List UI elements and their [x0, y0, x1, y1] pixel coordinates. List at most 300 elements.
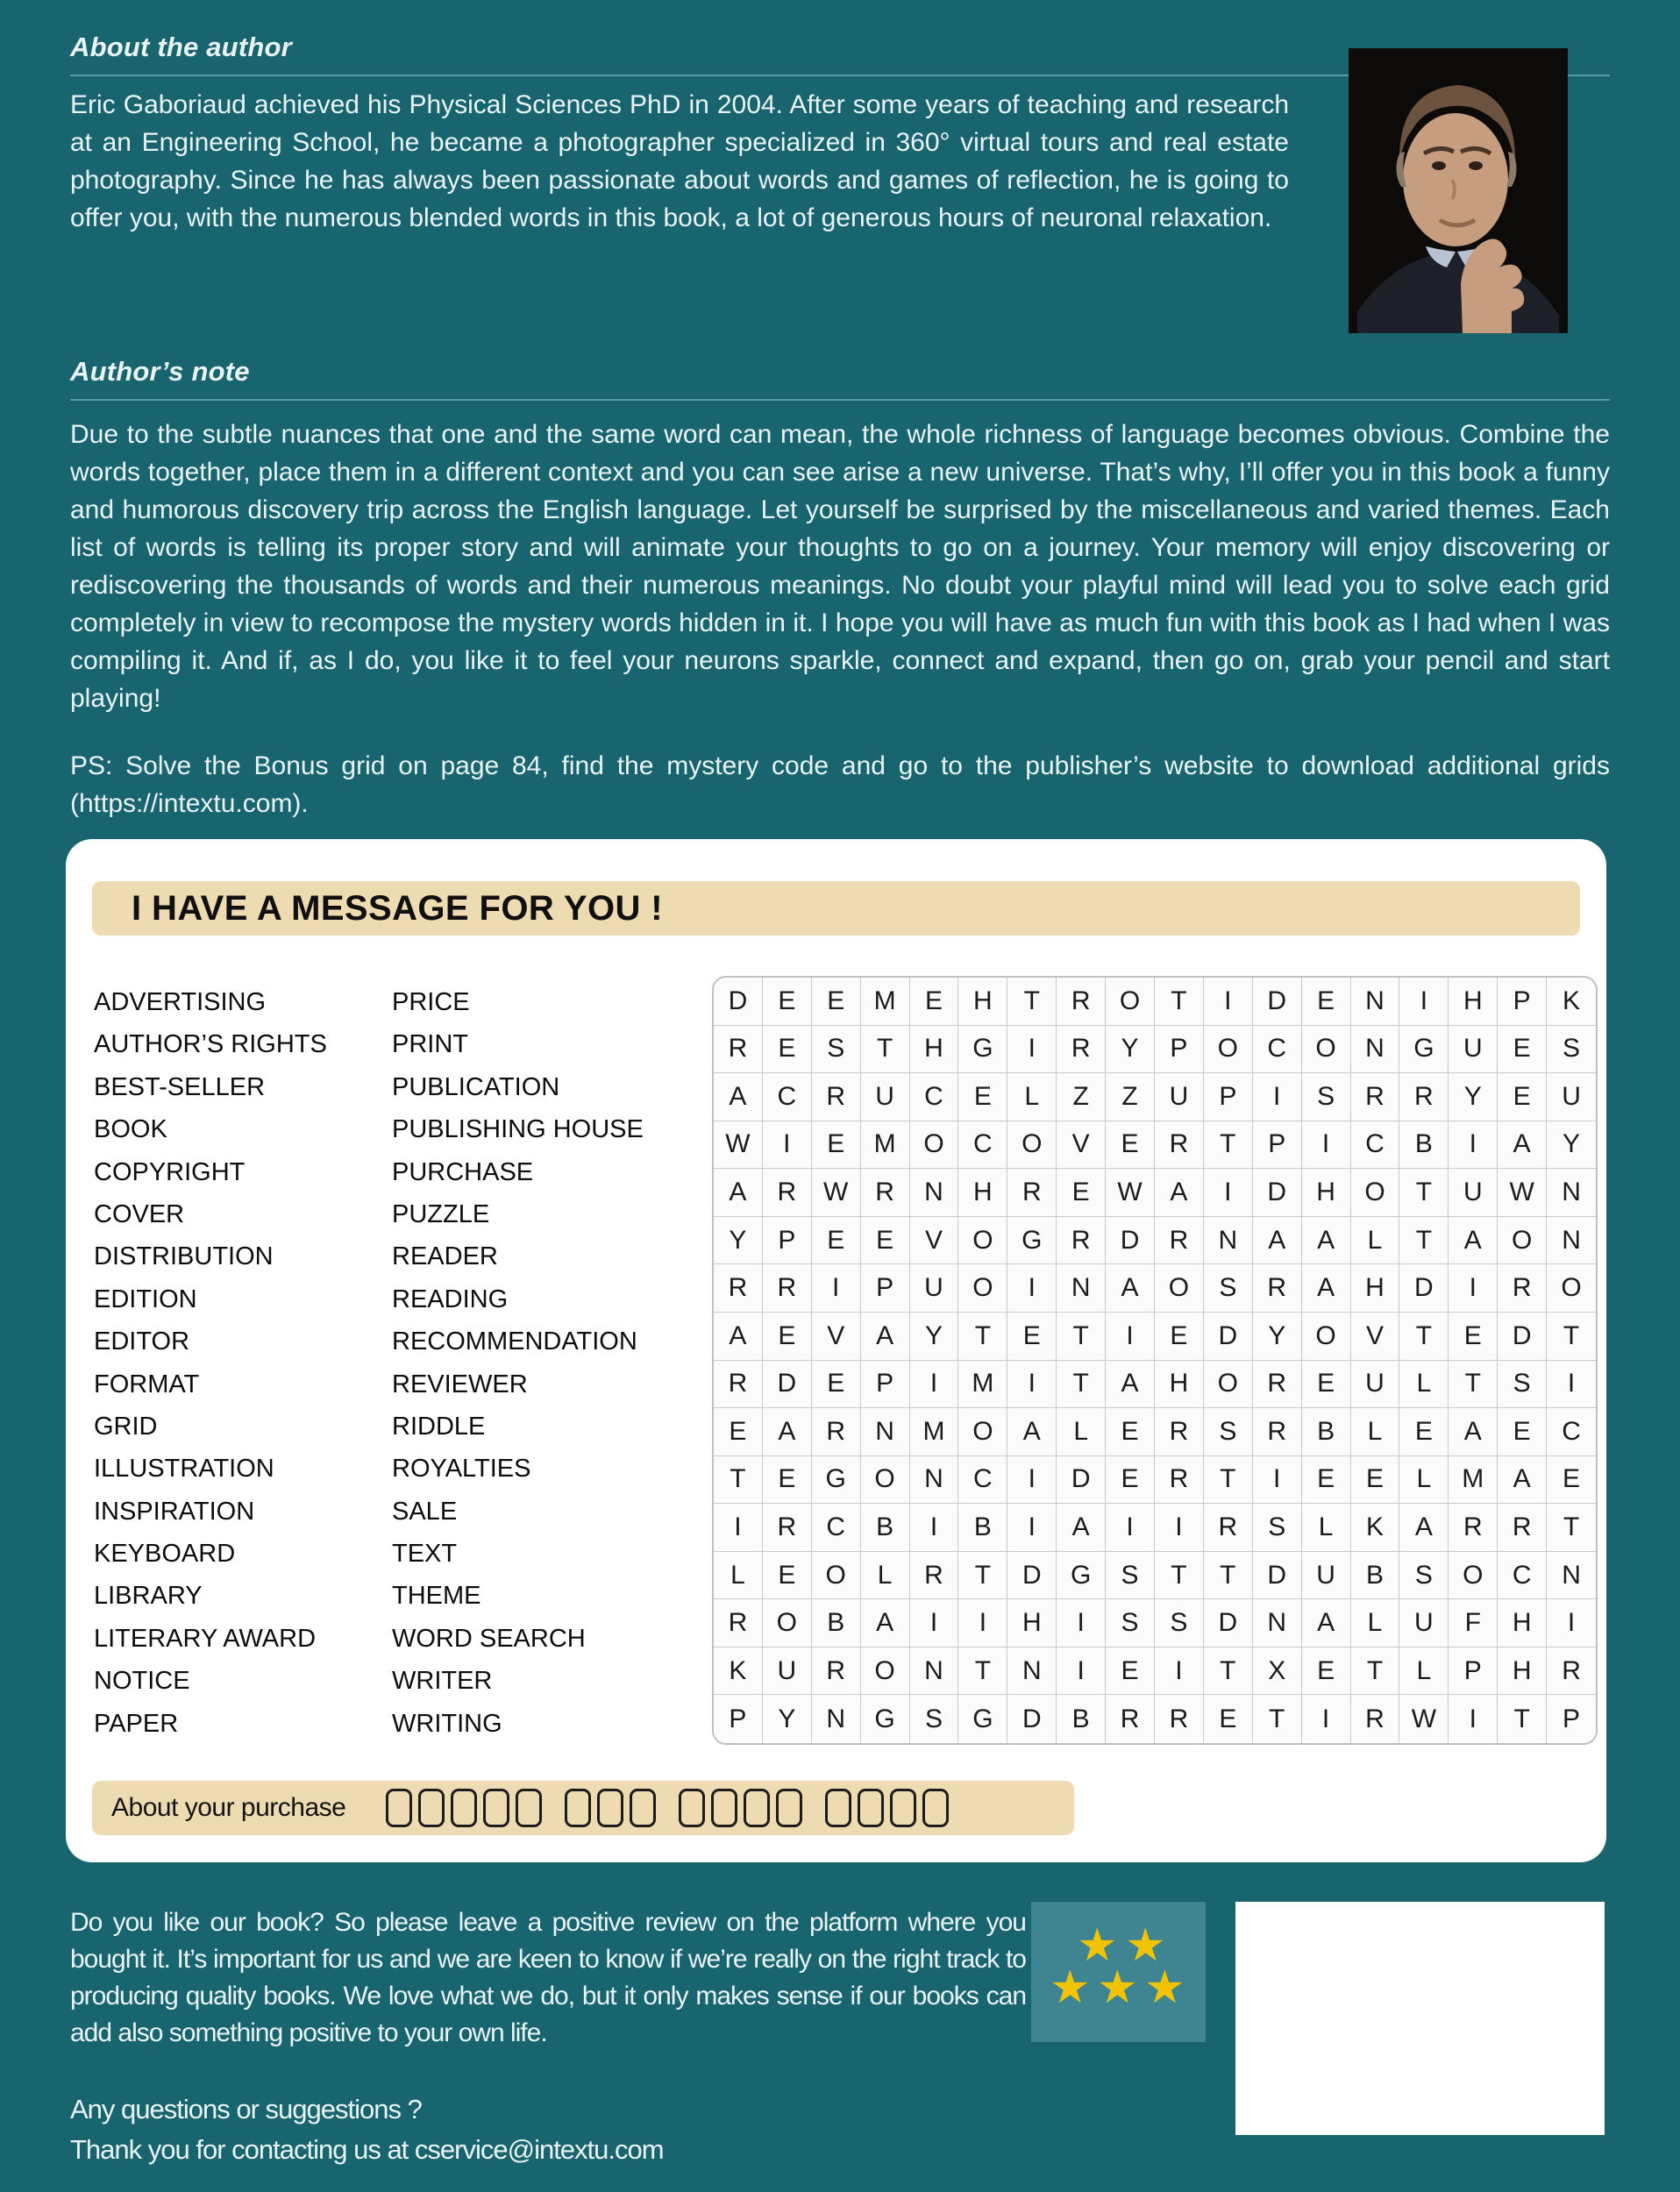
grid-cell: U — [1547, 1073, 1596, 1121]
grid-cell: T — [1204, 1121, 1253, 1170]
grid-cell: R — [910, 1552, 959, 1600]
grid-cell: W — [1399, 1695, 1449, 1743]
grid-cell: O — [958, 1408, 1007, 1456]
grid-cell: O — [1106, 978, 1155, 1026]
panel-title-banner — [92, 881, 1580, 936]
grid-cell: Y — [1106, 1026, 1155, 1074]
star-icon: ★ — [1077, 1919, 1118, 1972]
grid-cell: T — [1399, 1169, 1449, 1217]
grid-cell: E — [763, 1313, 812, 1361]
grid-cell: I — [1007, 1361, 1057, 1409]
grid-cell: T — [1399, 1217, 1449, 1265]
grid-cell: Y — [714, 1217, 763, 1265]
grid-cell: V — [1057, 1121, 1106, 1170]
grid-cell: E — [1399, 1408, 1449, 1456]
word-list-item: WORD SEARCH — [392, 1624, 586, 1653]
grid-cell: P — [1253, 1121, 1302, 1170]
grid-cell: G — [812, 1456, 861, 1505]
grid-cell: O — [1498, 1217, 1547, 1265]
grid-cell: S — [1399, 1552, 1449, 1600]
grid-cell: M — [910, 1408, 959, 1456]
grid-cell: A — [1007, 1408, 1057, 1456]
grid-cell: I — [1057, 1599, 1106, 1648]
letter-box — [744, 1789, 770, 1827]
grid-cell: R — [1253, 1408, 1302, 1456]
word-list-item: COPYRIGHT — [94, 1157, 246, 1186]
grid-cell: G — [1057, 1552, 1106, 1600]
word-list-item: ADVERTISING — [94, 988, 267, 1016]
grid-cell: R — [1155, 1121, 1204, 1170]
mystery-word-boxes — [386, 1789, 949, 1827]
grid-cell: H — [1155, 1361, 1204, 1409]
grid-cell: P — [861, 1361, 910, 1409]
letter-box — [597, 1789, 623, 1827]
word-list-item: PUZZLE — [392, 1199, 490, 1228]
word-list-item: COVER — [94, 1199, 185, 1228]
blank-review-box — [1235, 1902, 1605, 2135]
grid-cell: T — [1399, 1313, 1449, 1361]
grid-cell: I — [1106, 1313, 1155, 1361]
grid-cell: O — [910, 1121, 959, 1170]
grid-cell: D — [1057, 1456, 1106, 1505]
letter-box — [483, 1789, 509, 1827]
letter-box — [516, 1789, 542, 1827]
grid-cell: O — [1007, 1121, 1057, 1170]
grid-cell: R — [1399, 1073, 1449, 1121]
grid-cell: R — [1204, 1504, 1253, 1552]
grid-cell: B — [1399, 1121, 1449, 1170]
grid-cell: A — [1399, 1504, 1449, 1552]
grid-cell: E — [812, 1217, 861, 1265]
grid-cell: O — [763, 1599, 812, 1648]
grid-cell: Y — [1547, 1121, 1596, 1170]
grid-cell: U — [763, 1648, 812, 1696]
grid-cell: I — [1302, 1121, 1351, 1170]
grid-cell: O — [1302, 1313, 1351, 1361]
grid-cell: U — [1449, 1169, 1498, 1217]
grid-cell: E — [861, 1217, 910, 1265]
grid-cell: T — [1204, 1648, 1253, 1696]
grid-cell: E — [1106, 1121, 1155, 1170]
grid-cell: R — [763, 1504, 812, 1552]
grid-cell: R — [714, 1026, 763, 1074]
grid-cell: C — [910, 1073, 959, 1121]
grid-cell: E — [1498, 1408, 1547, 1456]
grid-cell: A — [714, 1313, 763, 1361]
grid-cell: C — [958, 1121, 1007, 1170]
letter-box — [630, 1789, 656, 1827]
grid-cell: I — [1449, 1695, 1498, 1743]
grid-cell: L — [1057, 1408, 1106, 1456]
word-list-item: BOOK — [94, 1115, 167, 1144]
grid-cell: H — [1351, 1264, 1400, 1313]
grid-cell: I — [1547, 1599, 1596, 1648]
word-list-item: RIDDLE — [392, 1412, 486, 1441]
about-author-heading: About the author — [70, 32, 292, 62]
word-list-item: PRINT — [392, 1030, 468, 1059]
grid-cell: T — [1057, 1313, 1106, 1361]
grid-cell: H — [1498, 1648, 1547, 1696]
grid-cell: N — [1547, 1169, 1596, 1217]
grid-cell: H — [958, 1169, 1007, 1217]
grid-cell: R — [1057, 1217, 1106, 1265]
grid-cell: G — [1399, 1026, 1449, 1074]
grid-cell: I — [1253, 1073, 1302, 1121]
grid-cell: N — [861, 1408, 910, 1456]
grid-cell: O — [1204, 1361, 1253, 1409]
grid-cell: W — [812, 1169, 861, 1217]
grid-cell: A — [714, 1073, 763, 1121]
grid-cell: G — [958, 1695, 1007, 1743]
grid-cell: D — [714, 978, 763, 1026]
grid-cell: F — [1449, 1599, 1498, 1648]
grid-cell: N — [1547, 1552, 1596, 1600]
grid-cell: I — [1253, 1456, 1302, 1505]
contact-line: Thank you for contacting us at cservice@intextu.com — [70, 2134, 664, 2165]
word-list-item: LITERARY AWARD — [94, 1624, 317, 1653]
grid-cell: E — [763, 1026, 812, 1074]
letter-box — [679, 1789, 705, 1827]
word-list-item: RECOMMENDATION — [392, 1327, 637, 1356]
grid-cell: D — [1106, 1217, 1155, 1265]
grid-cell: I — [910, 1361, 959, 1409]
grid-cell: A — [1106, 1361, 1155, 1409]
grid-cell: D — [1204, 1599, 1253, 1648]
grid-cell: D — [1498, 1313, 1547, 1361]
grid-cell: I — [1007, 1026, 1057, 1074]
word-list-item: SALE — [392, 1497, 458, 1526]
grid-cell: G — [958, 1026, 1007, 1074]
grid-cell: T — [714, 1456, 763, 1505]
grid-cell: I — [1204, 1169, 1253, 1217]
grid-cell: H — [1449, 978, 1498, 1026]
grid-cell: I — [812, 1264, 861, 1313]
grid-cell: T — [958, 1313, 1007, 1361]
grid-cell: I — [1007, 1456, 1057, 1505]
grid-cell: U — [1155, 1073, 1204, 1121]
grid-cell: D — [1253, 978, 1302, 1026]
grid-cell: V — [1351, 1313, 1400, 1361]
word-list-item: AUTHOR’S RIGHTS — [94, 1030, 327, 1059]
grid-cell: E — [1204, 1695, 1253, 1743]
grid-cell: M — [861, 978, 910, 1026]
word-list-column-2 — [392, 981, 644, 1745]
word-list-item: READING — [392, 1285, 509, 1313]
grid-cell: A — [1057, 1504, 1106, 1552]
grid-cell: T — [1351, 1648, 1400, 1696]
grid-cell: A — [1155, 1169, 1204, 1217]
grid-cell: E — [1106, 1456, 1155, 1505]
grid-cell: I — [910, 1599, 959, 1648]
grid-cell: N — [1204, 1217, 1253, 1265]
grid-cell: G — [1007, 1217, 1057, 1265]
word-list-item: EDITION — [94, 1285, 197, 1313]
word-list-item: ILLUSTRATION — [94, 1455, 274, 1484]
grid-cell: T — [958, 1552, 1007, 1600]
grid-cell: V — [910, 1217, 959, 1265]
grid-cell: R — [1007, 1169, 1057, 1217]
star-icon: ★ — [1050, 1961, 1091, 2014]
grid-cell: B — [812, 1599, 861, 1648]
grid-cell: I — [1204, 978, 1253, 1026]
grid-cell: D — [1007, 1552, 1057, 1600]
grid-cell: A — [1106, 1264, 1155, 1313]
grid-cell: I — [1547, 1361, 1596, 1409]
grid-cell: E — [1498, 1026, 1547, 1074]
grid-cell: N — [910, 1648, 959, 1696]
grid-cell: O — [1449, 1552, 1498, 1600]
grid-cell: T — [1204, 1456, 1253, 1505]
grid-cell: Y — [763, 1695, 812, 1743]
grid-cell: L — [714, 1552, 763, 1600]
grid-cell: E — [958, 1073, 1007, 1121]
letter-box-group — [825, 1789, 949, 1827]
grid-cell: T — [1253, 1695, 1302, 1743]
grid-cell: S — [1498, 1361, 1547, 1409]
grid-cell: E — [1106, 1408, 1155, 1456]
grid-cell: I — [1302, 1695, 1351, 1743]
letter-box-group — [565, 1789, 656, 1827]
word-search-grid — [712, 976, 1598, 1745]
grid-cell: K — [714, 1648, 763, 1696]
questions-line: Any questions or suggestions ? — [70, 2094, 422, 2124]
grid-cell: Z — [1057, 1073, 1106, 1121]
grid-cell: U — [1302, 1552, 1351, 1600]
about-author-text: Eric Gaboriaud achieved his Physical Sciences PhD in 2004. After some years of teaching and research at an Engineering School, he became a photographer specialized in 360° virtual tours and real estate photography. Since he has always been passionate about words and games of reflection, he is going to offer you, with the numerous blended words in this book, a lot of generous hours of neuronal relaxation. — [70, 90, 1289, 232]
grid-cell: U — [910, 1264, 959, 1313]
grid-cell: E — [812, 1121, 861, 1170]
grid-cell: R — [1057, 978, 1106, 1026]
grid-cell: R — [1253, 1264, 1302, 1313]
grid-cell: O — [1204, 1026, 1253, 1074]
grid-cell: I — [1007, 1264, 1057, 1313]
grid-cell: B — [958, 1504, 1007, 1552]
grid-cell: R — [1253, 1361, 1302, 1409]
grid-cell: S — [1106, 1552, 1155, 1600]
review-request-text: Do you like our book? So please leave a positive review on the platform where you bought it. It’s important for us and we are keen to know if we’re really on the right track to producing quality books. We love what we do, but it only makes sense if our books can add also something positive to your own life. — [70, 1908, 1026, 2047]
letter-box — [711, 1789, 737, 1827]
word-list-item: THEME — [392, 1582, 481, 1611]
grid-cell: E — [763, 1552, 812, 1600]
grid-cell: Y — [1449, 1073, 1498, 1121]
word-list-item: WRITING — [392, 1709, 502, 1738]
grid-cell: P — [861, 1264, 910, 1313]
grid-cell: A — [714, 1169, 763, 1217]
grid-cell: A — [1449, 1408, 1498, 1456]
grid-cell: P — [1204, 1073, 1253, 1121]
grid-cell: T — [1155, 978, 1204, 1026]
letter-box — [825, 1789, 851, 1827]
grid-cell: I — [1155, 1504, 1204, 1552]
grid-cell: R — [1351, 1695, 1400, 1743]
grid-cell: S — [1155, 1599, 1204, 1648]
word-list-item: PURCHASE — [392, 1157, 534, 1186]
grid-cell: D — [1253, 1169, 1302, 1217]
grid-cell: I — [714, 1504, 763, 1552]
grid-cell: T — [958, 1648, 1007, 1696]
grid-cell: L — [1399, 1361, 1449, 1409]
grid-cell: N — [1351, 978, 1400, 1026]
grid-cell: R — [812, 1408, 861, 1456]
grid-cell: M — [958, 1361, 1007, 1409]
grid-cell: R — [1155, 1217, 1204, 1265]
grid-cell: T — [1057, 1361, 1106, 1409]
grid-cell: N — [812, 1695, 861, 1743]
grid-cell: H — [1302, 1169, 1351, 1217]
grid-cell: R — [1155, 1695, 1204, 1743]
grid-cell: R — [1498, 1504, 1547, 1552]
grid-cell: O — [958, 1264, 1007, 1313]
grid-cell: E — [812, 978, 861, 1026]
grid-cell: R — [1106, 1695, 1155, 1743]
grid-cell: L — [1007, 1073, 1057, 1121]
grid-cell: M — [861, 1121, 910, 1170]
grid-cell: E — [1007, 1313, 1057, 1361]
grid-cell: U — [1351, 1361, 1400, 1409]
grid-cell: G — [861, 1695, 910, 1743]
puzzle-panel — [66, 839, 1606, 1862]
grid-cell: K — [1547, 978, 1596, 1026]
grid-cell: I — [1449, 1121, 1498, 1170]
grid-cell: E — [1547, 1456, 1596, 1505]
grid-cell: O — [958, 1217, 1007, 1265]
grid-cell: S — [1106, 1599, 1155, 1648]
grid-cell: H — [958, 978, 1007, 1026]
letter-box — [890, 1789, 916, 1827]
grid-cell: H — [1498, 1599, 1547, 1648]
grid-cell: D — [1007, 1695, 1057, 1743]
word-list-item: KEYBOARD — [94, 1540, 236, 1569]
grid-cell: T — [1547, 1313, 1596, 1361]
word-list-item: PAPER — [94, 1709, 179, 1738]
grid-cell: R — [1155, 1456, 1204, 1505]
grid-cell: C — [812, 1504, 861, 1552]
grid-cell: B — [1302, 1408, 1351, 1456]
grid-cell: A — [1302, 1599, 1351, 1648]
word-list-item: PUBLICATION — [392, 1072, 560, 1101]
star-icon: ★ — [1097, 1961, 1138, 2014]
grid-cell: C — [1253, 1026, 1302, 1074]
grid-cell: P — [1498, 978, 1547, 1026]
five-stars-graphic — [1031, 1902, 1206, 2042]
grid-cell: E — [714, 1408, 763, 1456]
grid-cell: K — [1351, 1504, 1400, 1552]
grid-cell: N — [1253, 1599, 1302, 1648]
grid-cell: P — [1547, 1695, 1596, 1743]
grid-cell: I — [1057, 1648, 1106, 1696]
word-list-item: READER — [392, 1242, 498, 1271]
grid-cell: L — [1351, 1217, 1400, 1265]
grid-cell: P — [763, 1217, 812, 1265]
letter-box — [451, 1789, 477, 1827]
grid-cell: T — [861, 1026, 910, 1074]
grid-cell: I — [1155, 1648, 1204, 1696]
word-list-item: BEST-SELLER — [94, 1072, 266, 1101]
panel-title: I HAVE A MESSAGE FOR YOU ! — [132, 888, 664, 928]
star-icon: ★ — [1125, 1919, 1166, 1972]
purchase-banner — [92, 1781, 1074, 1835]
grid-cell: D — [763, 1361, 812, 1409]
grid-cell: R — [763, 1169, 812, 1217]
authors-note-text: Due to the subtle nuances that one and the same word can mean, the whole richness of language becomes obvious. Combine the words together, place them in a different context and you can see arise a new universe. That’s why, I’ll offer you in this book a funny and humorous discovery trip across the English language. Let yourself be surprised by the miscellaneous and varied themes. Each list of words is telling its proper story and will animate your thoughts to go on a journey. Your memory will enjoy discovering or rediscovering the thousands of words and their numerous meanings. No doubt your playful mind will lead you to solve each grid completely in view to recompose the mystery words hidden in it. I hope you will have as much fun with this book as I had when I was compiling it. And if, as I do, you like it to feel your neurons sparkle, connect and expand, then go on, grab your pencil and start playing! — [70, 420, 1610, 713]
grid-cell: A — [1302, 1264, 1351, 1313]
grid-cell: C — [1498, 1552, 1547, 1600]
grid-cell: R — [1498, 1264, 1547, 1313]
grid-cell: P — [1449, 1648, 1498, 1696]
grid-cell: S — [812, 1026, 861, 1074]
grid-cell: O — [1351, 1169, 1400, 1217]
grid-cell: A — [861, 1599, 910, 1648]
grid-cell: C — [763, 1073, 812, 1121]
grid-cell: O — [1302, 1026, 1351, 1074]
grid-cell: I — [1449, 1264, 1498, 1313]
grid-cell: D — [1253, 1552, 1302, 1600]
grid-cell: E — [1155, 1313, 1204, 1361]
grid-cell: E — [1302, 1648, 1351, 1696]
grid-cell: Z — [1106, 1073, 1155, 1121]
grid-cell: E — [763, 1456, 812, 1505]
grid-cell: L — [1351, 1408, 1400, 1456]
grid-cell: N — [910, 1456, 959, 1505]
grid-cell: O — [861, 1456, 910, 1505]
grid-cell: C — [1547, 1408, 1596, 1456]
letter-box — [386, 1789, 412, 1827]
letter-box — [776, 1789, 802, 1827]
grid-cell: U — [1399, 1599, 1449, 1648]
grid-cell: E — [1302, 978, 1351, 1026]
grid-cell: B — [1057, 1695, 1106, 1743]
grid-cell: U — [1449, 1026, 1498, 1074]
letter-box — [922, 1789, 949, 1827]
grid-cell: R — [714, 1599, 763, 1648]
grid-cell: O — [1155, 1264, 1204, 1313]
grid-cell: A — [861, 1313, 910, 1361]
grid-cell: R — [812, 1648, 861, 1696]
grid-cell: T — [1155, 1552, 1204, 1600]
grid-cell: A — [1498, 1121, 1547, 1170]
ps-text: PS: Solve the Bonus grid on page 84, find the mystery code and go to the publisher’s website to download additional grids (https://intextu.com). — [70, 751, 1610, 818]
grid-cell: P — [714, 1695, 763, 1743]
grid-cell: N — [1547, 1217, 1596, 1265]
grid-cell: E — [1302, 1361, 1351, 1409]
grid-cell: S — [910, 1695, 959, 1743]
letter-box — [418, 1789, 445, 1827]
grid-cell: T — [1449, 1361, 1498, 1409]
word-list-item: ROYALTIES — [392, 1455, 531, 1484]
grid-cell: R — [1449, 1504, 1498, 1552]
grid-cell: A — [763, 1408, 812, 1456]
grid-cell: T — [1204, 1552, 1253, 1600]
grid-cell: U — [861, 1073, 910, 1121]
grid-cell: O — [812, 1552, 861, 1600]
grid-cell: D — [1399, 1264, 1449, 1313]
grid-cell: B — [1351, 1552, 1400, 1600]
grid-cell: N — [910, 1169, 959, 1217]
word-list-item: WRITER — [392, 1667, 493, 1696]
letter-box — [565, 1789, 591, 1827]
word-list-item: REVIEWER — [392, 1370, 528, 1398]
grid-cell: D — [1204, 1313, 1253, 1361]
grid-cell: L — [1399, 1648, 1449, 1696]
grid-cell: V — [812, 1313, 861, 1361]
grid-cell: A — [1253, 1217, 1302, 1265]
grid-cell: E — [763, 978, 812, 1026]
grid-cell: E — [910, 978, 959, 1026]
grid-cell: H — [1007, 1599, 1057, 1648]
grid-cell: W — [1498, 1169, 1547, 1217]
grid-cell: R — [1547, 1648, 1596, 1696]
letter-box-group — [386, 1789, 542, 1827]
